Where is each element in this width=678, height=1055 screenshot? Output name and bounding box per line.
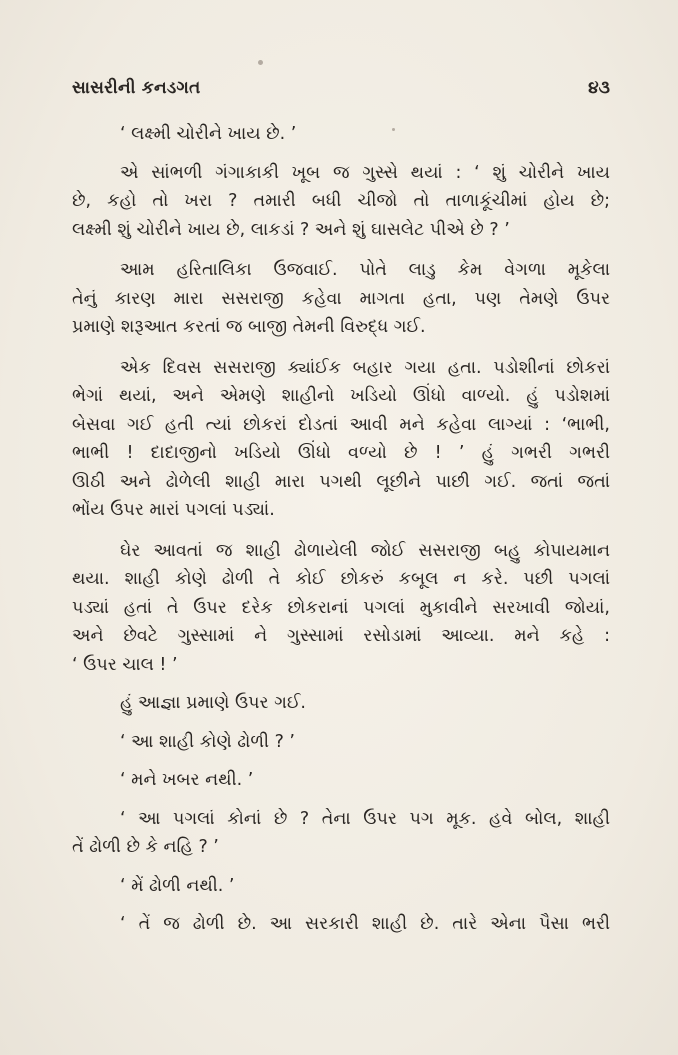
page-number: ૪૩	[588, 78, 610, 98]
text-line: હું આજ્ઞા પ્રમાણે ઉપર ગઈ.	[120, 693, 306, 713]
text-line: પડ્યાં હતાં તે ઉપર દરેક છોકરાનાં પગલાં મુકાવીને સરખાવી જોયાં,	[72, 597, 610, 618]
text-line: બેસવા ગઈ હતી ત્યાં છોકરાં દોડતાં આવી મને કહેવા લાગ્યાં : ‘ભાભી,	[72, 414, 610, 435]
text-line: છે, કહો તો ખરા ? તમારી બધી ચીજો તો તાળાકૂંચીમાં હોય છે;	[72, 191, 610, 211]
paragraph	[72, 256, 610, 342]
paragraph	[72, 766, 610, 795]
text-line: પ્રમાણે શરૂઆત કરતાં જ બાજી તેમની વિરુદ્ધ ગઈ.	[72, 317, 426, 337]
text-line: થયા. શાહી કોણે ઢોળી તે કોઈ છોકરું કબૂલ ન કરે. પછી પગલાં	[72, 569, 610, 589]
text-line: તેનું કારણ મારા સસરાજી કહેવા માગતા હતા, પણ તેમણે ઉપર	[72, 288, 610, 309]
paragraph	[72, 728, 610, 757]
paragraph	[72, 872, 610, 901]
text-line: આમ હરિતાલિકા ઉજવાઈ. પોતે લાડુ કેમ વેગળા મૂકેલા	[120, 260, 610, 280]
page-header	[72, 78, 610, 106]
text-line: ‘ ઉપર ચાલ ! ’	[72, 654, 178, 675]
paragraph	[72, 805, 610, 862]
text-line: ભાભી ! દાદાજીનો ખડિયો ઊંધો વળ્યો છે ! ’ હું ગભરી ગભરી	[72, 443, 610, 463]
paragraph	[72, 159, 610, 245]
text-line: એ સાંભળી ગંગાકાકી ખૂબ જ ગુસ્સે થયાં : ‘ શું ચોરીને ખાય	[120, 162, 610, 183]
text-line: ‘ તેં જ ઢોળી છે. આ સરકારી શાહી છે. તારે એના પૈસા ભરી	[120, 914, 610, 934]
text-line: ઊઠી અને ઢોળેલી શાહી મારા પગથી લૂછીને પાછી ગઈ. જતાં જતાં	[72, 471, 610, 492]
text-line: ‘ આ પગલાં કોનાં છે ? તેના ઉપર પગ મૂક. હવે બોલ, શાહી	[120, 808, 610, 829]
paragraph	[72, 689, 610, 718]
print-speck	[258, 60, 263, 65]
text-line: ‘ મેં ઢોળી નથી. ’	[120, 875, 235, 896]
text-line: ભેગાં થયાં, અને એમણે શાહીનો ખડિયો ઊંધો વાળ્યો. હું પડોશમાં	[72, 386, 610, 406]
text-line: અને છેવટે ગુસ્સામાં ને ગુસ્સામાં રસોડામાં આવ્યા. મને કહે :	[72, 626, 610, 646]
text-line: ‘ આ શાહી કોણે ઢોળી ? ’	[120, 731, 295, 752]
text-line: ભોંય ઉપર મારાં પગલાં પડ્યાં.	[72, 500, 275, 520]
page-body	[72, 120, 610, 939]
text-line: લક્ષ્મી શું ચોરીને ખાય છે, લાકડાં ? અને શું ઘાસલેટ પીએ છે ? ’	[72, 219, 510, 240]
running-title: સાસરીની કનડગત	[72, 78, 201, 98]
text-line: ‘ મને ખબર નથી. ’	[120, 770, 254, 790]
text-line: ‘ લક્ષ્મી ચોરીને ખાય છે. ’	[120, 124, 297, 144]
text-line: એક દિવસ સસરાજી ક્યાંઈક બહાર ગયા હતા. પડોશીનાં છોકરાં	[120, 357, 610, 378]
paragraph	[72, 910, 610, 939]
paragraph	[72, 120, 610, 149]
text-line: ઘેર આવતાં જ શાહી ઢોળાયેલી જોઈ સસરાજી બહુ કોપાયમાન	[120, 540, 610, 561]
text-line: તેં ઢોળી છે કે નહિ ? ’	[72, 837, 219, 857]
paragraph	[72, 537, 610, 680]
paragraph	[72, 354, 610, 525]
